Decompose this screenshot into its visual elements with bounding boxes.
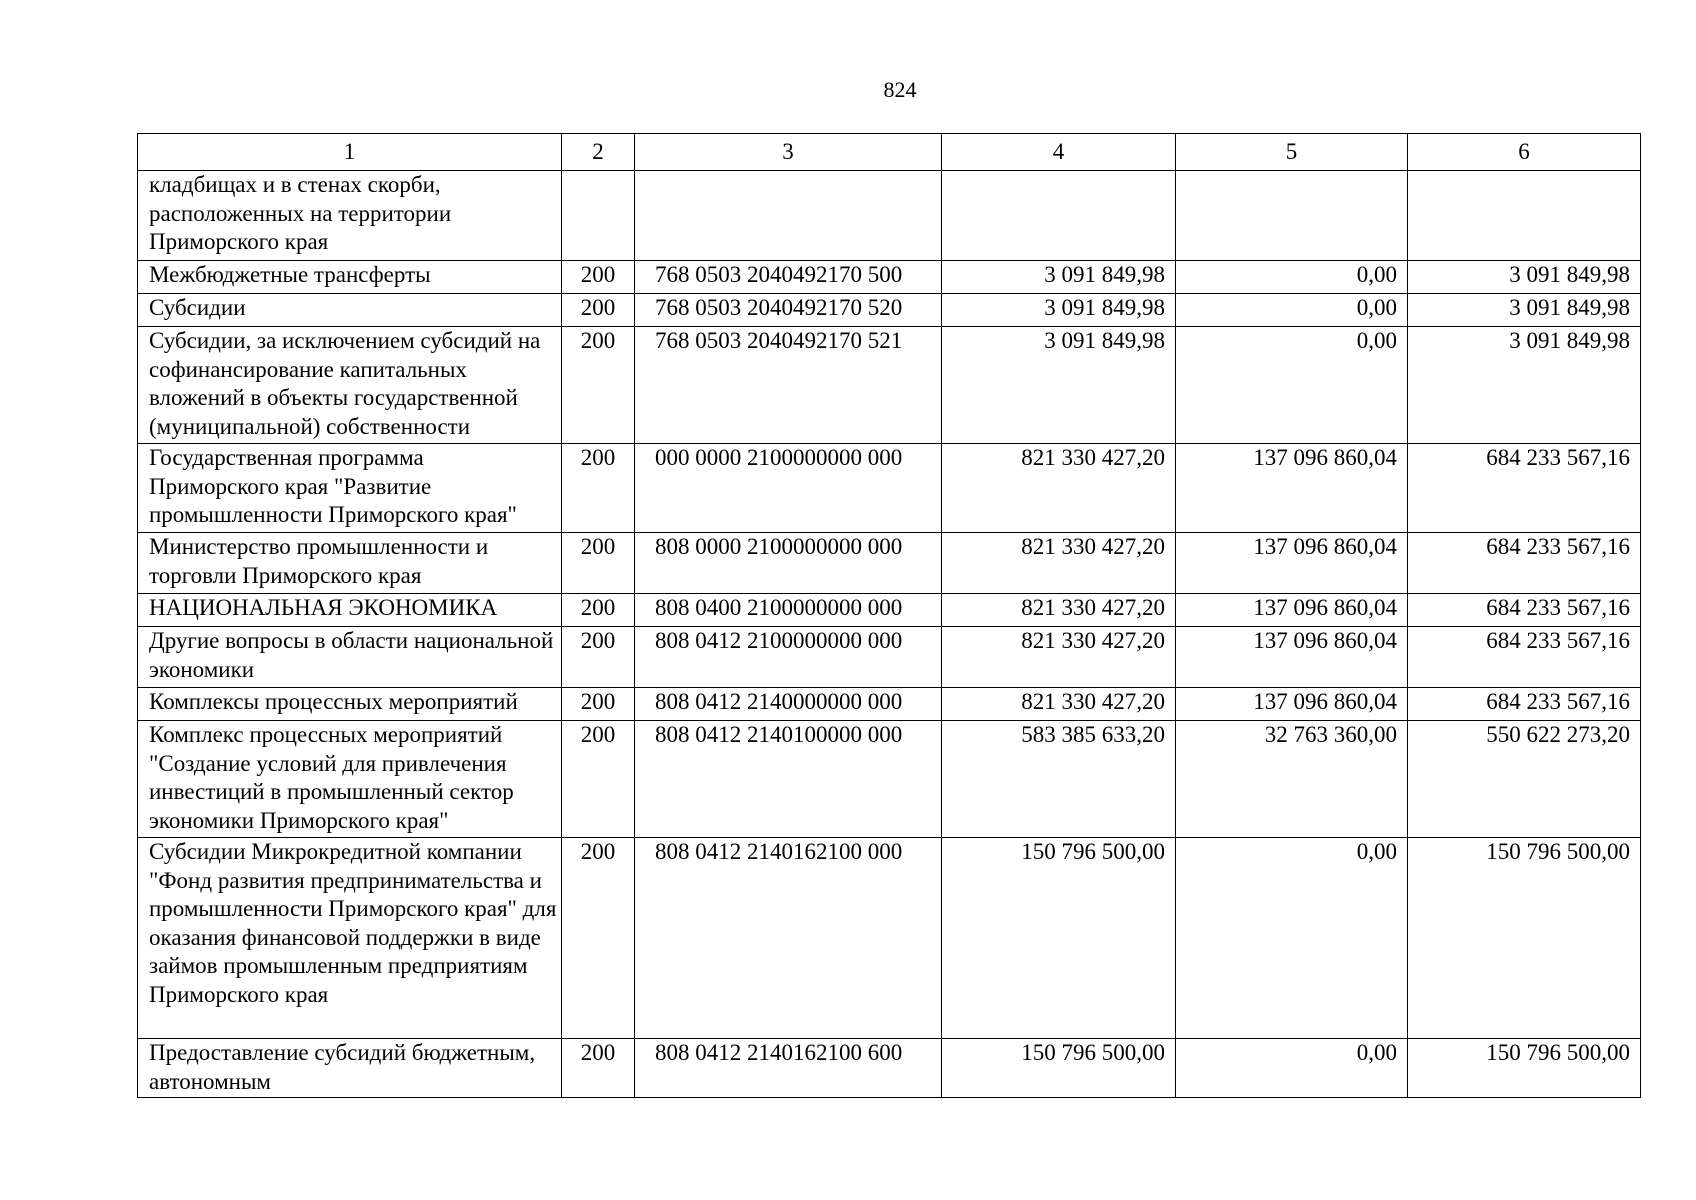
row-line-code: 200 <box>562 327 635 444</box>
header-col-5: 5 <box>1176 134 1408 171</box>
row-executed: 32 763 360,00 <box>1176 721 1408 838</box>
row-budget-code: 808 0412 2140162100 600 <box>635 1039 942 1098</box>
row-executed: 137 096 860,04 <box>1176 533 1408 594</box>
row-approved: 3 091 849,98 <box>942 327 1176 444</box>
row-executed <box>1176 171 1408 261</box>
row-name: Министерство промышленности и торговли Приморского края <box>138 533 562 594</box>
row-budget-code: 000 0000 2100000000 000 <box>635 444 942 533</box>
row-budget-code: 808 0000 2100000000 000 <box>635 533 942 594</box>
table-row <box>138 688 1641 721</box>
row-approved: 821 330 427,20 <box>942 594 1176 627</box>
table-row <box>138 444 1641 533</box>
row-remaining: 550 622 273,20 <box>1408 721 1641 838</box>
header-col-2: 2 <box>562 134 635 171</box>
row-name: Другие вопросы в области национальной экономики <box>138 627 562 688</box>
table-row <box>138 261 1641 294</box>
row-remaining <box>1408 171 1641 261</box>
row-approved: 3 091 849,98 <box>942 294 1176 327</box>
row-name: Комплексы процессных мероприятий <box>138 688 562 721</box>
row-approved: 821 330 427,20 <box>942 688 1176 721</box>
row-budget-code: 768 0503 2040492170 520 <box>635 294 942 327</box>
row-budget-code: 808 0412 2140100000 000 <box>635 721 942 838</box>
row-name: Предоставление субсидий бюджетным, автономным <box>138 1039 562 1098</box>
row-name: НАЦИОНАЛЬНАЯ ЭКОНОМИКА <box>138 594 562 627</box>
row-remaining: 684 233 567,16 <box>1408 688 1641 721</box>
table-row <box>138 294 1641 327</box>
table-row <box>138 1039 1641 1098</box>
row-line-code: 200 <box>562 444 635 533</box>
row-executed: 137 096 860,04 <box>1176 688 1408 721</box>
table-row <box>138 721 1641 838</box>
row-remaining: 3 091 849,98 <box>1408 261 1641 294</box>
row-remaining: 150 796 500,00 <box>1408 838 1641 1039</box>
row-executed: 137 096 860,04 <box>1176 594 1408 627</box>
row-remaining: 684 233 567,16 <box>1408 627 1641 688</box>
table-row <box>138 327 1641 444</box>
row-line-code: 200 <box>562 294 635 327</box>
row-approved: 821 330 427,20 <box>942 627 1176 688</box>
row-executed: 0,00 <box>1176 294 1408 327</box>
row-approved: 821 330 427,20 <box>942 444 1176 533</box>
row-line-code <box>562 171 635 261</box>
row-remaining: 3 091 849,98 <box>1408 294 1641 327</box>
row-line-code: 200 <box>562 533 635 594</box>
row-approved: 150 796 500,00 <box>942 1039 1176 1098</box>
row-name: Субсидии, за исключением субсидий на софинансирование капитальных вложений в объекты государственной (муниципальной) собственности <box>138 327 562 444</box>
row-name: Субсидии Микрокредитной компании "Фонд развития предпринимательства и промышленности Приморского края" для оказания финансовой поддержки в виде займов промышленным предприятиям Приморского края <box>138 838 562 1039</box>
row-executed: 0,00 <box>1176 838 1408 1039</box>
row-executed: 0,00 <box>1176 1039 1408 1098</box>
header-col-6: 6 <box>1408 134 1641 171</box>
row-budget-code: 808 0412 2140162100 000 <box>635 838 942 1039</box>
row-budget-code: 768 0503 2040492170 500 <box>635 261 942 294</box>
table-header-row <box>138 134 1641 171</box>
row-budget-code: 768 0503 2040492170 521 <box>635 327 942 444</box>
row-budget-code: 808 0400 2100000000 000 <box>635 594 942 627</box>
header-col-1: 1 <box>138 134 562 171</box>
row-executed: 137 096 860,04 <box>1176 444 1408 533</box>
row-budget-code: 808 0412 2100000000 000 <box>635 627 942 688</box>
row-executed: 137 096 860,04 <box>1176 627 1408 688</box>
table-row <box>138 838 1641 1039</box>
row-budget-code <box>635 171 942 261</box>
row-executed: 0,00 <box>1176 261 1408 294</box>
row-line-code: 200 <box>562 627 635 688</box>
row-remaining: 684 233 567,16 <box>1408 533 1641 594</box>
row-name: Комплекс процессных мероприятий "Создание условий для привлечения инвестиций в промышленный сектор экономики Приморского края" <box>138 721 562 838</box>
row-name: кладбищах и в стенах скорби, расположенных на территории Приморского края <box>138 171 562 261</box>
row-approved: 821 330 427,20 <box>942 533 1176 594</box>
row-name: Межбюджетные трансферты <box>138 261 562 294</box>
table-row <box>138 627 1641 688</box>
budget-table <box>137 133 1641 1098</box>
row-approved <box>942 171 1176 261</box>
row-remaining: 684 233 567,16 <box>1408 444 1641 533</box>
row-line-code: 200 <box>562 721 635 838</box>
row-line-code: 200 <box>562 838 635 1039</box>
row-line-code: 200 <box>562 261 635 294</box>
row-remaining: 684 233 567,16 <box>1408 594 1641 627</box>
table-row <box>138 594 1641 627</box>
row-approved: 583 385 633,20 <box>942 721 1176 838</box>
row-budget-code: 808 0412 2140000000 000 <box>635 688 942 721</box>
page-number: 824 <box>883 77 917 102</box>
header-col-4: 4 <box>942 134 1176 171</box>
row-name: Государственная программа Приморского края "Развитие промышленности Приморского края" <box>138 444 562 533</box>
row-name: Субсидии <box>138 294 562 327</box>
header-col-3: 3 <box>635 134 942 171</box>
row-remaining: 3 091 849,98 <box>1408 327 1641 444</box>
row-line-code: 200 <box>562 594 635 627</box>
row-approved: 150 796 500,00 <box>942 838 1176 1039</box>
row-executed: 0,00 <box>1176 327 1408 444</box>
table-row <box>138 533 1641 594</box>
row-remaining: 150 796 500,00 <box>1408 1039 1641 1098</box>
table-row <box>138 171 1641 261</box>
row-approved: 3 091 849,98 <box>942 261 1176 294</box>
row-line-code: 200 <box>562 688 635 721</box>
row-line-code: 200 <box>562 1039 635 1098</box>
